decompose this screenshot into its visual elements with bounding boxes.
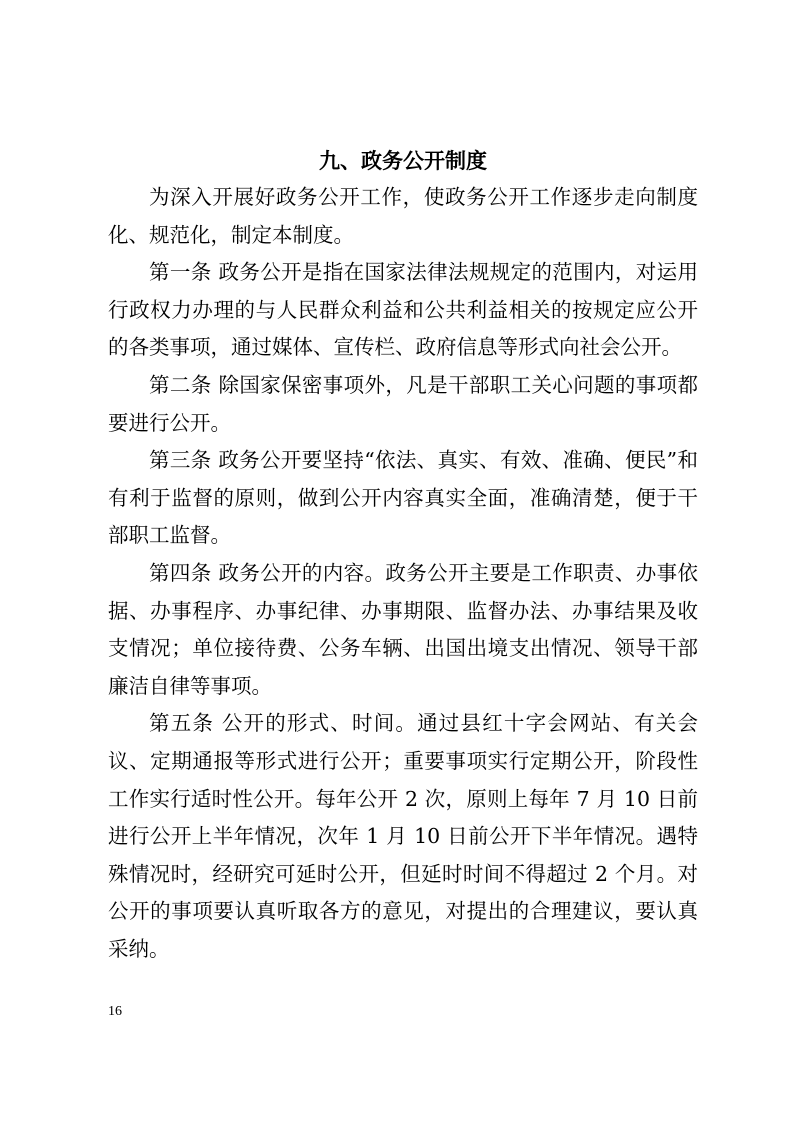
article-2-paragraph: 第二条 除国家保密事项外，凡是干部职工关心问题的事项都要进行公开。 <box>108 372 698 435</box>
article-5-paragraph: 第五条 公开的形式、时间。通过县红十字会网站、有关会议、定期通报等形式进行公开；重要事项实行定期公开，阶段性工作实行适时性公开。每年公开 2 次，原则上每年 7 月 10 日前进行公开上半年情况，次年 1 月 10 日前公开下半年情况。遇特殊情况时，经研究可延时公开，但延时时间不得超过 2 个月。对公开的事项要认真听取各方的意见，对提出的合理建议，要认真采纳。 <box>108 711 698 961</box>
document-title: 九、政务公开制度 <box>319 149 487 173</box>
article-1-paragraph: 第一条 政务公开是指在国家法律法规规定的范围内，对运用行政权力办理的与人民群众利益和公共利益相关的按规定应公开的各类事项，通过媒体、宣传栏、政府信息等形式向社会公开。 <box>108 260 698 360</box>
page-number: 16 <box>108 1004 122 1019</box>
article-3-paragraph: 第三条 政务公开要坚持“依法、真实、有效、准确、便民”和有利于监督的原则，做到公开内容真实全面，准确清楚，便于干部职工监督。 <box>108 448 698 548</box>
document-page <box>108 143 698 968</box>
article-4-paragraph: 第四条 政务公开的内容。政务公开主要是工作职责、办事依据、办事程序、办事纪律、办事期限、监督办法、办事结果及收支情况；单位接待费、公务车辆、出国出境支出情况、领导干部廉洁自律等事项。 <box>108 560 698 698</box>
intro-paragraph: 为深入开展好政务公开工作，使政务公开工作逐步走向制度化、规范化，制定本制度。 <box>108 185 698 247</box>
